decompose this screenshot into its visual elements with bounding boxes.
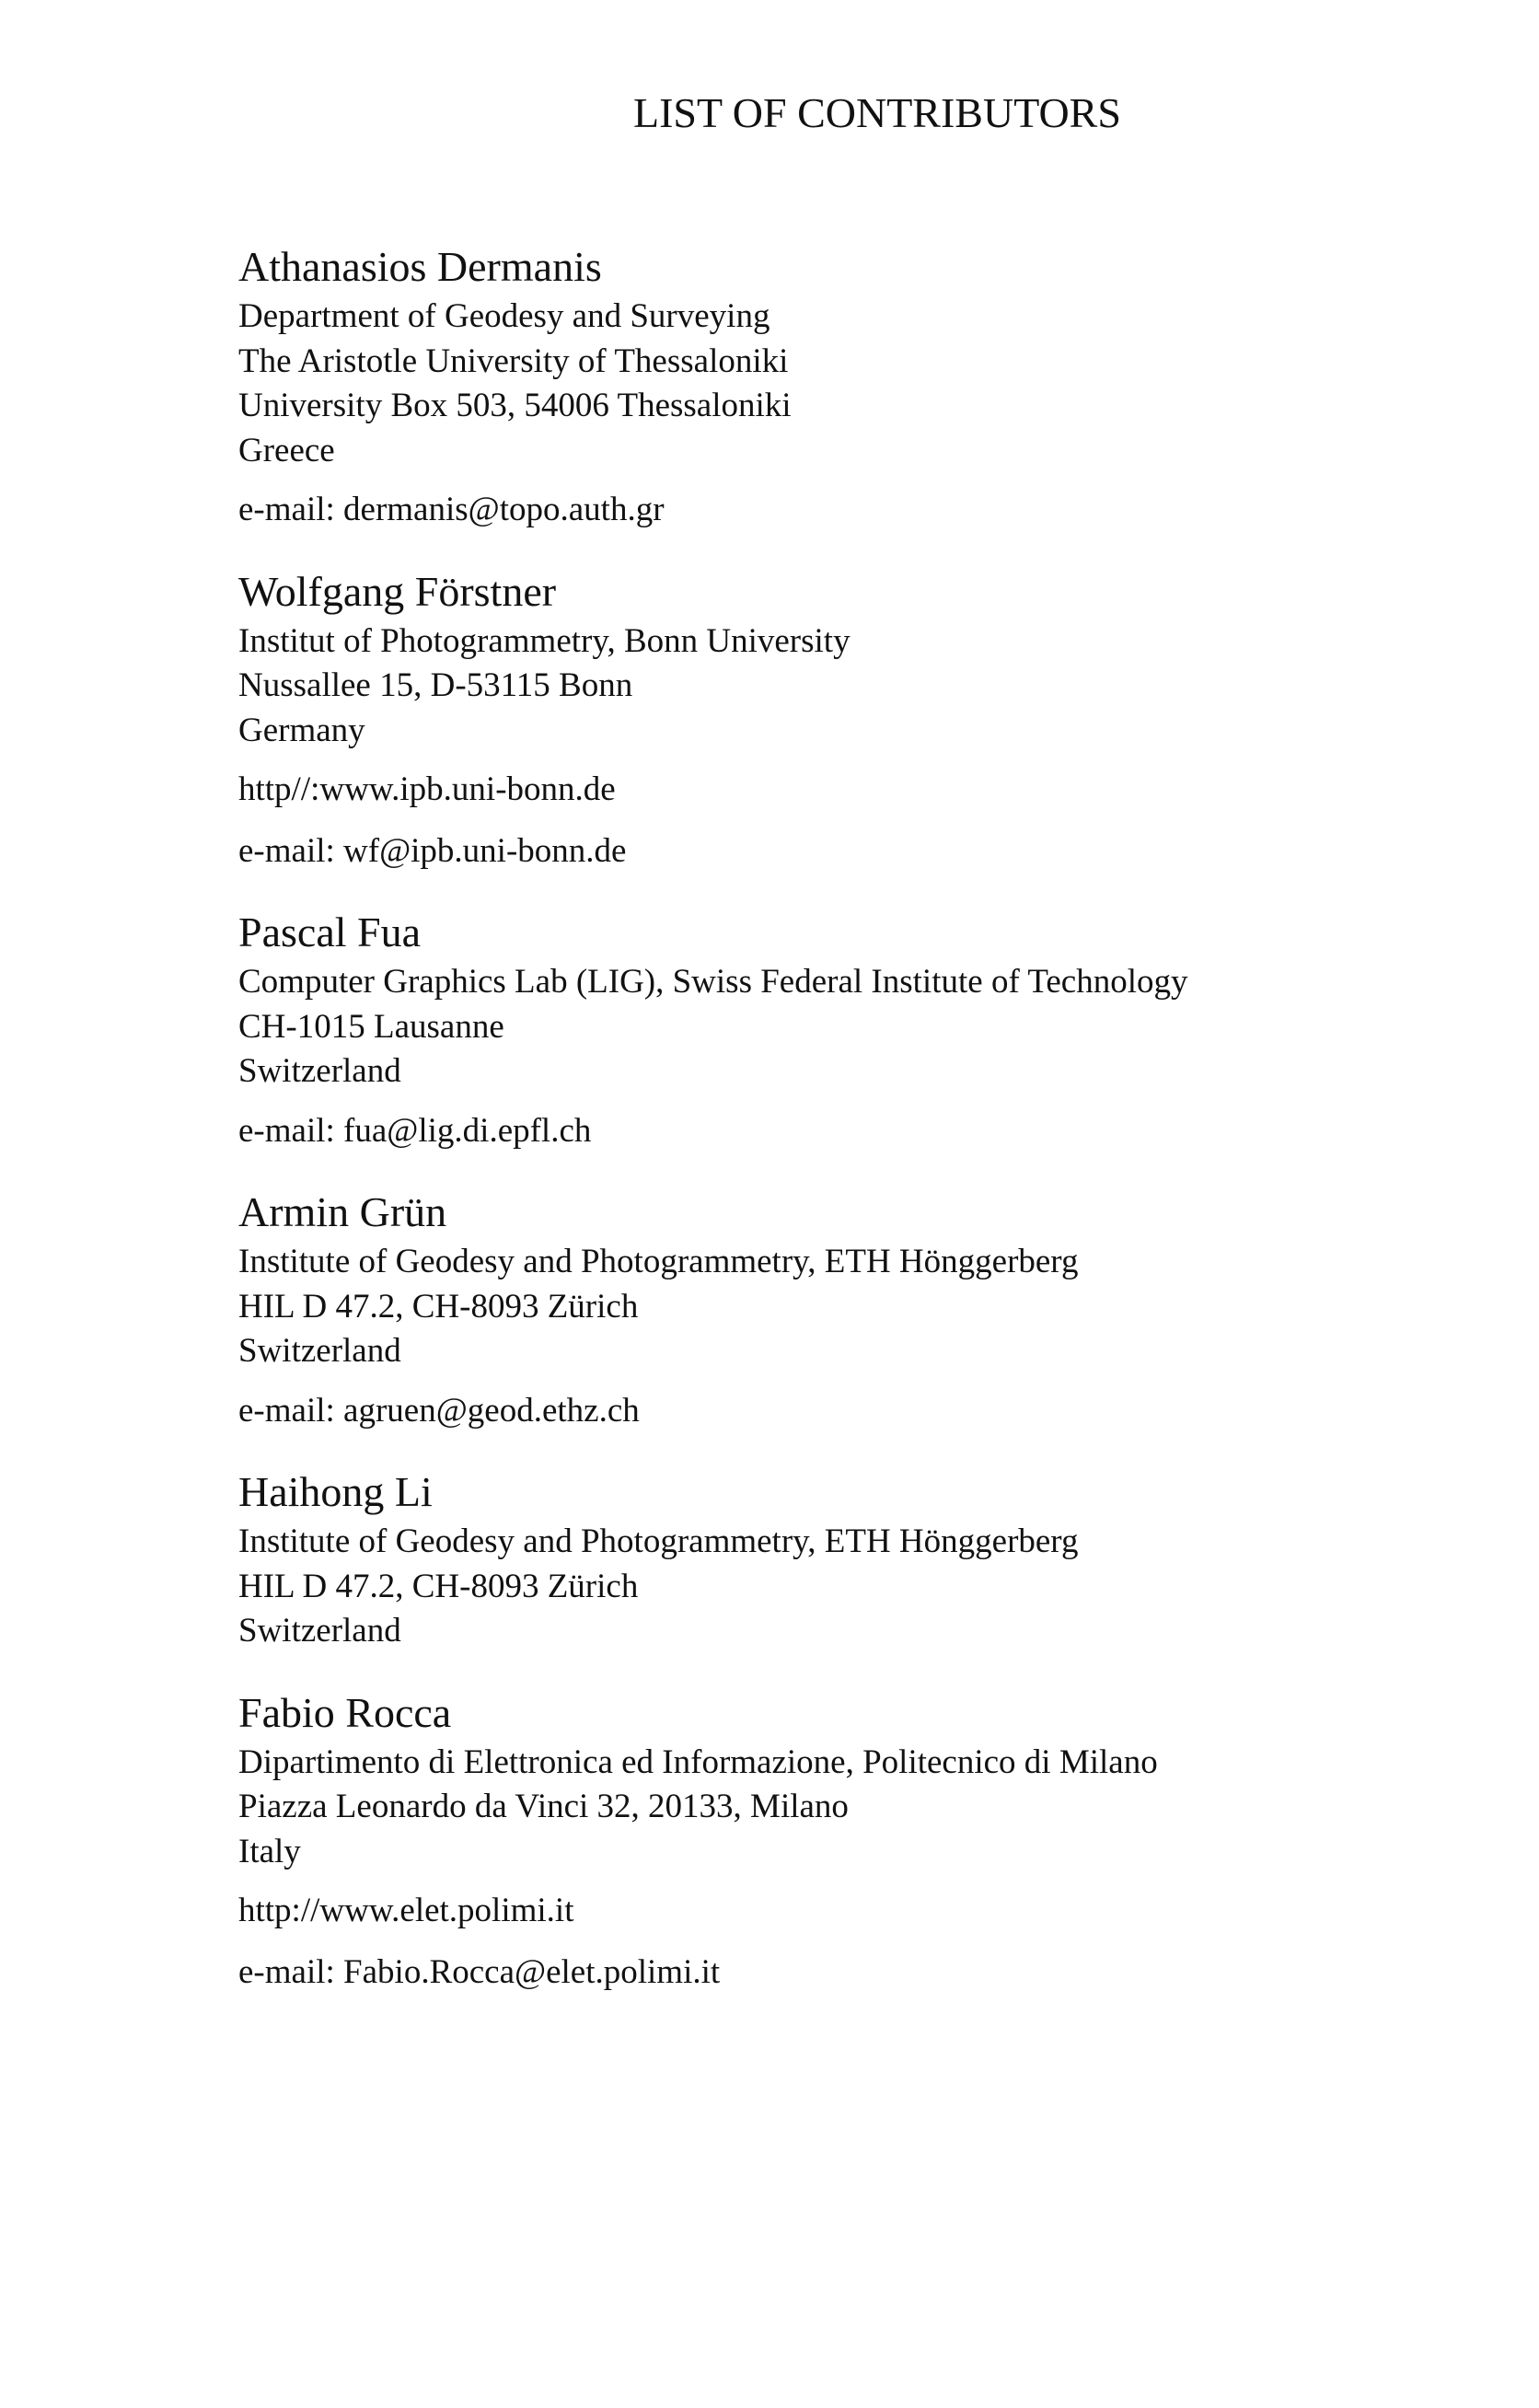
email-text: e-mail: fua@lig.di.epfl.ch	[238, 1111, 592, 1150]
address-line: Switzerland	[238, 1052, 401, 1090]
contributor-name: Haihong Li	[238, 1468, 433, 1515]
contributor-entry	[238, 1687, 1435, 1996]
address-line: Department of Geodesy and Surveying	[238, 297, 770, 335]
address-line: University Box 503, 54006 Thessaloniki	[238, 387, 792, 424]
contributor-name: Athanasios Dermanis	[238, 243, 602, 290]
address-line: The Aristotle University of Thessaloniki	[238, 342, 789, 380]
address-line: Nussallee 15, D-53115 Bonn	[238, 666, 633, 704]
contributor-name: Wolfgang Förstner	[238, 567, 557, 615]
contributor-name: Fabio Rocca	[238, 1688, 452, 1736]
email-text: e-mail: agruen@geod.ethz.ch	[238, 1391, 640, 1430]
address-line: Germany	[238, 711, 365, 749]
contributor-entry	[238, 1187, 1435, 1433]
address-line: HIL D 47.2, CH-8093 Zürich	[238, 1287, 639, 1326]
contributor-name: Pascal Fua	[238, 909, 422, 955]
address-line: Institute of Geodesy and Photogrammetry, ETH Hönggerberg	[238, 1243, 1079, 1280]
address-line: CH-1015 Lausanne	[238, 1007, 504, 1046]
address-line: Institute of Geodesy and Photogrammetry, ETH Hönggerberg	[238, 1522, 1079, 1560]
address-line: Italy	[238, 1832, 301, 1870]
address-line: Computer Graphics Lab (LIG), Swiss Federal Institute of Technology	[238, 963, 1188, 1001]
email-text: e-mail: wf@ipb.uni-bonn.de	[238, 831, 627, 870]
contributor-list	[238, 241, 1435, 2028]
website-text: http//:www.ipb.uni-bonn.de	[238, 770, 616, 808]
page-title: LIST OF CONTRIBUTORS	[633, 89, 1121, 136]
address-line: Switzerland	[238, 1332, 401, 1370]
contributor-entry	[238, 1466, 1435, 1654]
address-line: Greece	[238, 431, 335, 469]
website-text: http://www.elet.polimi.it	[238, 1892, 574, 1929]
contributor-name: Armin Grün	[238, 1188, 447, 1235]
address-line: Dipartimento di Elettronica ed Informazione, Politecnico di Milano	[238, 1742, 1158, 1781]
email-text: e-mail: Fabio.Rocca@elet.polimi.it	[238, 1952, 721, 1991]
address-line: Institut of Photogrammetry, Bonn University	[238, 621, 850, 660]
address-line: HIL D 47.2, CH-8093 Zürich	[238, 1567, 639, 1605]
address-line: Switzerland	[238, 1612, 401, 1650]
contributor-entry	[238, 907, 1435, 1153]
email-text: e-mail: dermanis@topo.auth.gr	[238, 491, 665, 528]
contributor-entry	[238, 566, 1435, 874]
contributor-entry	[238, 241, 1435, 533]
address-line: Piazza Leonardo da Vinci 32, 20133, Milano	[238, 1788, 849, 1825]
